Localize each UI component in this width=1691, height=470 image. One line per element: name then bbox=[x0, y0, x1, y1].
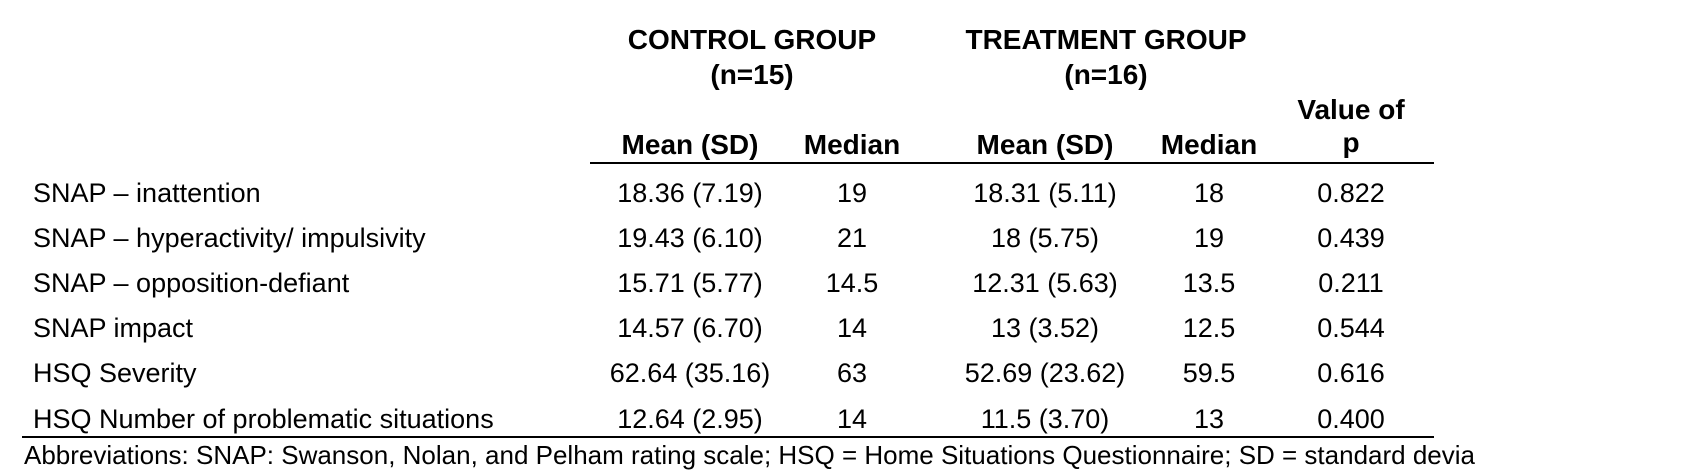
treatment-mean-cell: 13 (3.52) bbox=[990, 313, 1100, 343]
control-mean-cell: 14.57 (6.70) bbox=[617, 313, 763, 343]
treatment-group-n: (n=16) bbox=[1064, 59, 1148, 90]
control-mean-cell: 62.64 (35.16) bbox=[609, 358, 771, 388]
control-mean-cell: 19.43 (6.10) bbox=[617, 223, 763, 253]
p-value-cell: 0.439 bbox=[1317, 223, 1385, 253]
treatment-median-cell: 12.5 bbox=[1182, 313, 1236, 343]
row-label: SNAP impact bbox=[33, 313, 194, 343]
treatment-mean-cell: 12.31 (5.63) bbox=[972, 268, 1118, 298]
p-value-cell: 0.822 bbox=[1317, 178, 1385, 208]
control-mean-sd-header: Mean (SD) bbox=[621, 129, 759, 160]
p-value-cell: 0.211 bbox=[1318, 268, 1384, 298]
control-median-cell: 21 bbox=[836, 223, 868, 253]
header-rule bbox=[590, 162, 1434, 164]
treatment-group-title: TREATMENT GROUP bbox=[965, 24, 1247, 55]
control-median-cell: 63 bbox=[836, 358, 868, 388]
row-label: SNAP – hyperactivity/ impulsivity bbox=[33, 223, 426, 253]
p-value-cell: 0.400 bbox=[1317, 404, 1385, 434]
control-group-n: (n=15) bbox=[710, 59, 794, 90]
treatment-median-header: Median bbox=[1160, 129, 1258, 160]
treatment-median-cell: 13.5 bbox=[1182, 268, 1236, 298]
row-label: HSQ Number of problematic situations bbox=[33, 404, 494, 434]
control-mean-cell: 12.64 (2.95) bbox=[617, 404, 763, 434]
control-mean-cell: 15.71 (5.77) bbox=[617, 268, 763, 298]
p-value-header-line1: Value of bbox=[1297, 94, 1405, 125]
treatment-median-cell: 13 bbox=[1193, 404, 1225, 434]
p-value-cell: 0.616 bbox=[1317, 358, 1385, 388]
control-median-cell: 14 bbox=[836, 404, 868, 434]
control-mean-cell: 18.36 (7.19) bbox=[617, 178, 763, 208]
treatment-median-cell: 59.5 bbox=[1182, 358, 1236, 388]
p-value-cell: 0.544 bbox=[1317, 313, 1385, 343]
control-group-title: CONTROL GROUP bbox=[627, 24, 877, 55]
treatment-median-cell: 18 bbox=[1193, 178, 1225, 208]
control-median-cell: 19 bbox=[836, 178, 868, 208]
abbreviations-footnote: Abbreviations: SNAP: Swanson, Nolan, and Pelham rating scale; HSQ = Home Situations Questionnaire; SD = standard devia bbox=[24, 440, 1475, 470]
row-label: SNAP – inattention bbox=[33, 178, 261, 208]
control-median-cell: 14 bbox=[836, 313, 868, 343]
control-median-header: Median bbox=[803, 129, 901, 160]
treatment-mean-cell: 18 (5.75) bbox=[990, 223, 1100, 253]
row-label: HSQ Severity bbox=[33, 358, 197, 388]
treatment-median-cell: 19 bbox=[1193, 223, 1225, 253]
table-bottom-rule bbox=[22, 436, 1434, 438]
control-median-cell: 14.5 bbox=[825, 268, 879, 298]
row-label: SNAP – opposition-defiant bbox=[33, 268, 350, 298]
treatment-mean-cell: 52.69 (23.62) bbox=[964, 358, 1126, 388]
p-value-header-line2: p bbox=[1342, 127, 1360, 158]
treatment-mean-cell: 18.31 (5.11) bbox=[973, 178, 1117, 208]
treatment-mean-sd-header: Mean (SD) bbox=[976, 129, 1114, 160]
treatment-mean-cell: 11.5 (3.70) bbox=[980, 404, 1110, 434]
